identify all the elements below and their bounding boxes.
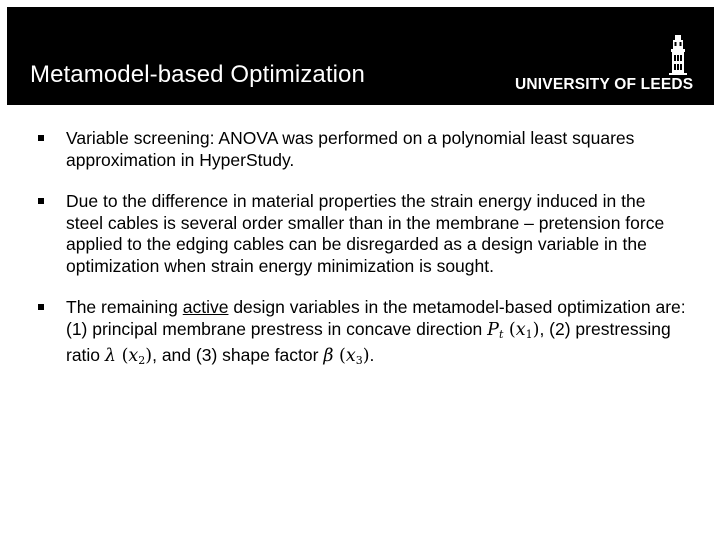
math-paren: (: [503, 319, 516, 340]
math-symbol: λ: [104, 346, 116, 366]
math-variable: x: [345, 346, 356, 366]
math-paren: (: [333, 346, 346, 366]
bullet-square-icon: [38, 198, 44, 204]
bullet-square-icon: [38, 135, 44, 141]
bullet-text: Variable screening: ANOVA was performed on a polynomial least squares approximation in HyperStudy.: [66, 128, 635, 170]
bullet-item: [36, 297, 686, 372]
math-symbol: P: [487, 319, 499, 340]
slide-title: Metamodel-based Optimization: [30, 61, 365, 88]
math-subscript: 2: [138, 354, 146, 367]
text-segment: .: [369, 345, 375, 365]
math-variable: x: [128, 346, 139, 366]
math-paren: ): [145, 346, 153, 366]
header-bar: [7, 7, 714, 105]
bullet-text: [66, 297, 686, 365]
math-paren: ): [362, 346, 370, 366]
parkinson-tower-icon: [663, 35, 693, 75]
text-segment: , (2) prestressing ratio: [66, 318, 671, 365]
bullet-item: [36, 128, 686, 171]
math-subscript: 3: [355, 354, 363, 367]
bullet-list: [36, 128, 686, 392]
bullet-square-icon: [38, 304, 44, 310]
math-symbol: β: [323, 346, 334, 366]
text-segment: , and (3) shape factor: [152, 345, 324, 365]
bullet-item: [36, 191, 686, 277]
logo-text: UNIVERSITY OF LEEDS: [515, 76, 694, 93]
math-variable: x: [515, 319, 526, 340]
university-logo: [515, 35, 701, 99]
bullet-text: Due to the difference in material properties the strain energy induced in the steel cables is several order smaller than in the membrane – pretension force applied to the edging cables can be disregarded as a design variable in the optimization when strain energy minimization is sought.: [66, 191, 665, 276]
math-subscript: t: [498, 327, 504, 341]
underlined-word: active: [182, 297, 229, 317]
math-subscript: 1: [525, 327, 533, 341]
math-paren: ): [532, 319, 540, 340]
text-segment: design variables in the metamodel-based optimization are: (1) principal membrane prestress in concave direction: [66, 297, 686, 339]
math-paren: (: [116, 346, 129, 366]
text-segment: The remaining: [66, 297, 183, 317]
